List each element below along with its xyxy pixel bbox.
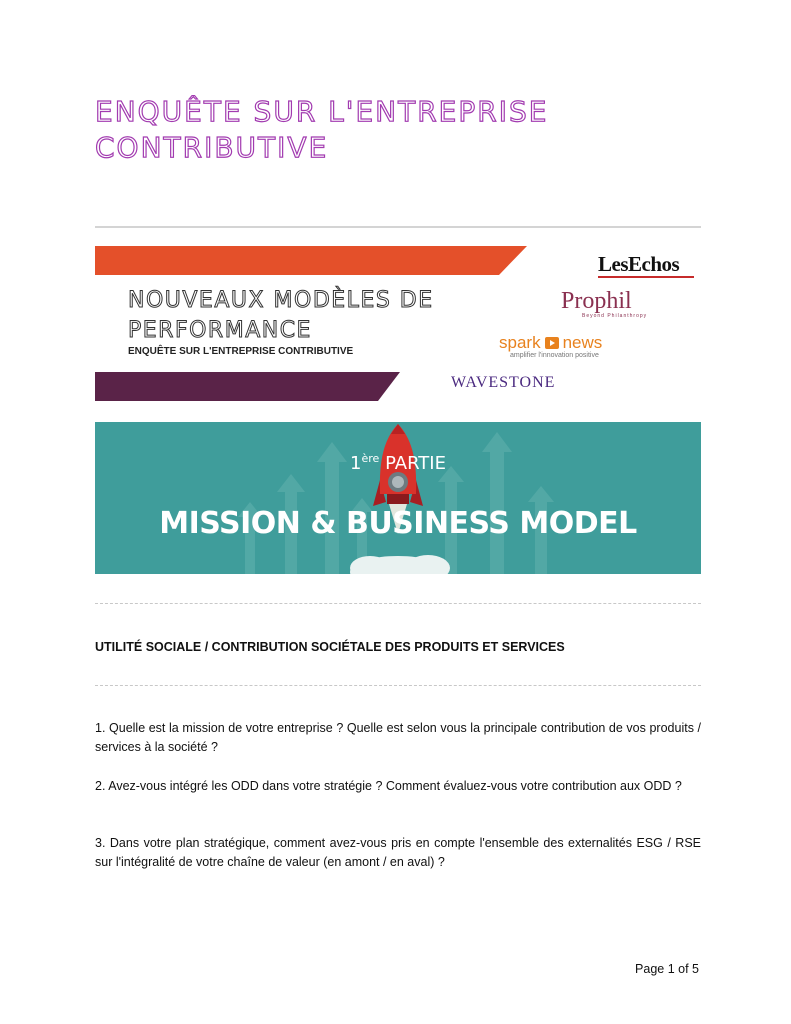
- hero-title: MISSION & BUSINESS MODEL: [159, 506, 637, 541]
- sparknews-logo-left: spark: [499, 333, 541, 352]
- question-2: 2. Avez-vous intégré les ODD dans votre stratégie ? Comment évaluez-vous votre contribution aux ODD ?: [95, 779, 682, 793]
- sparknews-logo: [499, 333, 602, 353]
- clouds: [350, 555, 450, 574]
- section-heading: UTILITÉ SOCIALE / CONTRIBUTION SOCIÉTALE DES PRODUITS ET SERVICES: [95, 640, 565, 654]
- part-label: [95, 452, 701, 474]
- banner-title-line-2: PERFORMANCE: [128, 318, 312, 343]
- wavestone-logo: WAVESTONE: [451, 374, 556, 391]
- les-echos-underline: [598, 276, 694, 278]
- part-word: PARTIE: [385, 453, 446, 474]
- question-1: 1. Quelle est la mission de votre entreprise ? Quelle est selon vous la principale contribution de vos produits / services à la société ?: [95, 721, 701, 754]
- hero-section: [95, 422, 701, 574]
- sparknews-tagline: amplifier l'innovation positive: [510, 352, 599, 359]
- play-icon: [545, 337, 559, 349]
- page-title-line-1: ENQUÊTE SUR L'ENTREPRISE: [95, 95, 549, 128]
- part-number: 1: [350, 453, 362, 474]
- title-divider: [95, 226, 701, 228]
- les-echos-logo: LesEchos: [598, 252, 680, 276]
- banner-orange-stripe: [95, 246, 527, 275]
- section-divider-top: [95, 603, 701, 604]
- banner-title: [128, 286, 434, 346]
- page-title: [95, 94, 715, 166]
- prophil-logo: Prophil: [561, 288, 632, 314]
- part-superscript: ère: [361, 452, 380, 465]
- prophil-tagline: Beyond Philanthropy: [582, 313, 648, 319]
- page-title-line-2: CONTRIBUTIVE: [95, 131, 329, 164]
- banner-subtitle: ENQUÊTE SUR L'ENTREPRISE CONTRIBUTIVE: [128, 346, 354, 357]
- page-number: Page 1 of 5: [635, 962, 699, 976]
- banner-title-line-1: NOUVEAUX MODÈLES DE: [128, 288, 434, 313]
- banner-plum-stripe: [95, 372, 400, 401]
- sparknews-logo-right: news: [562, 333, 603, 352]
- hero-illustration: [95, 422, 701, 574]
- section-divider-bottom: [95, 685, 701, 686]
- question-3: 3. Dans votre plan stratégique, comment avez-vous pris en compte l'ensemble des externalités ESG / RSE sur l'intégralité de votre chaîne de valeur (en amont / en aval) ?: [95, 836, 701, 869]
